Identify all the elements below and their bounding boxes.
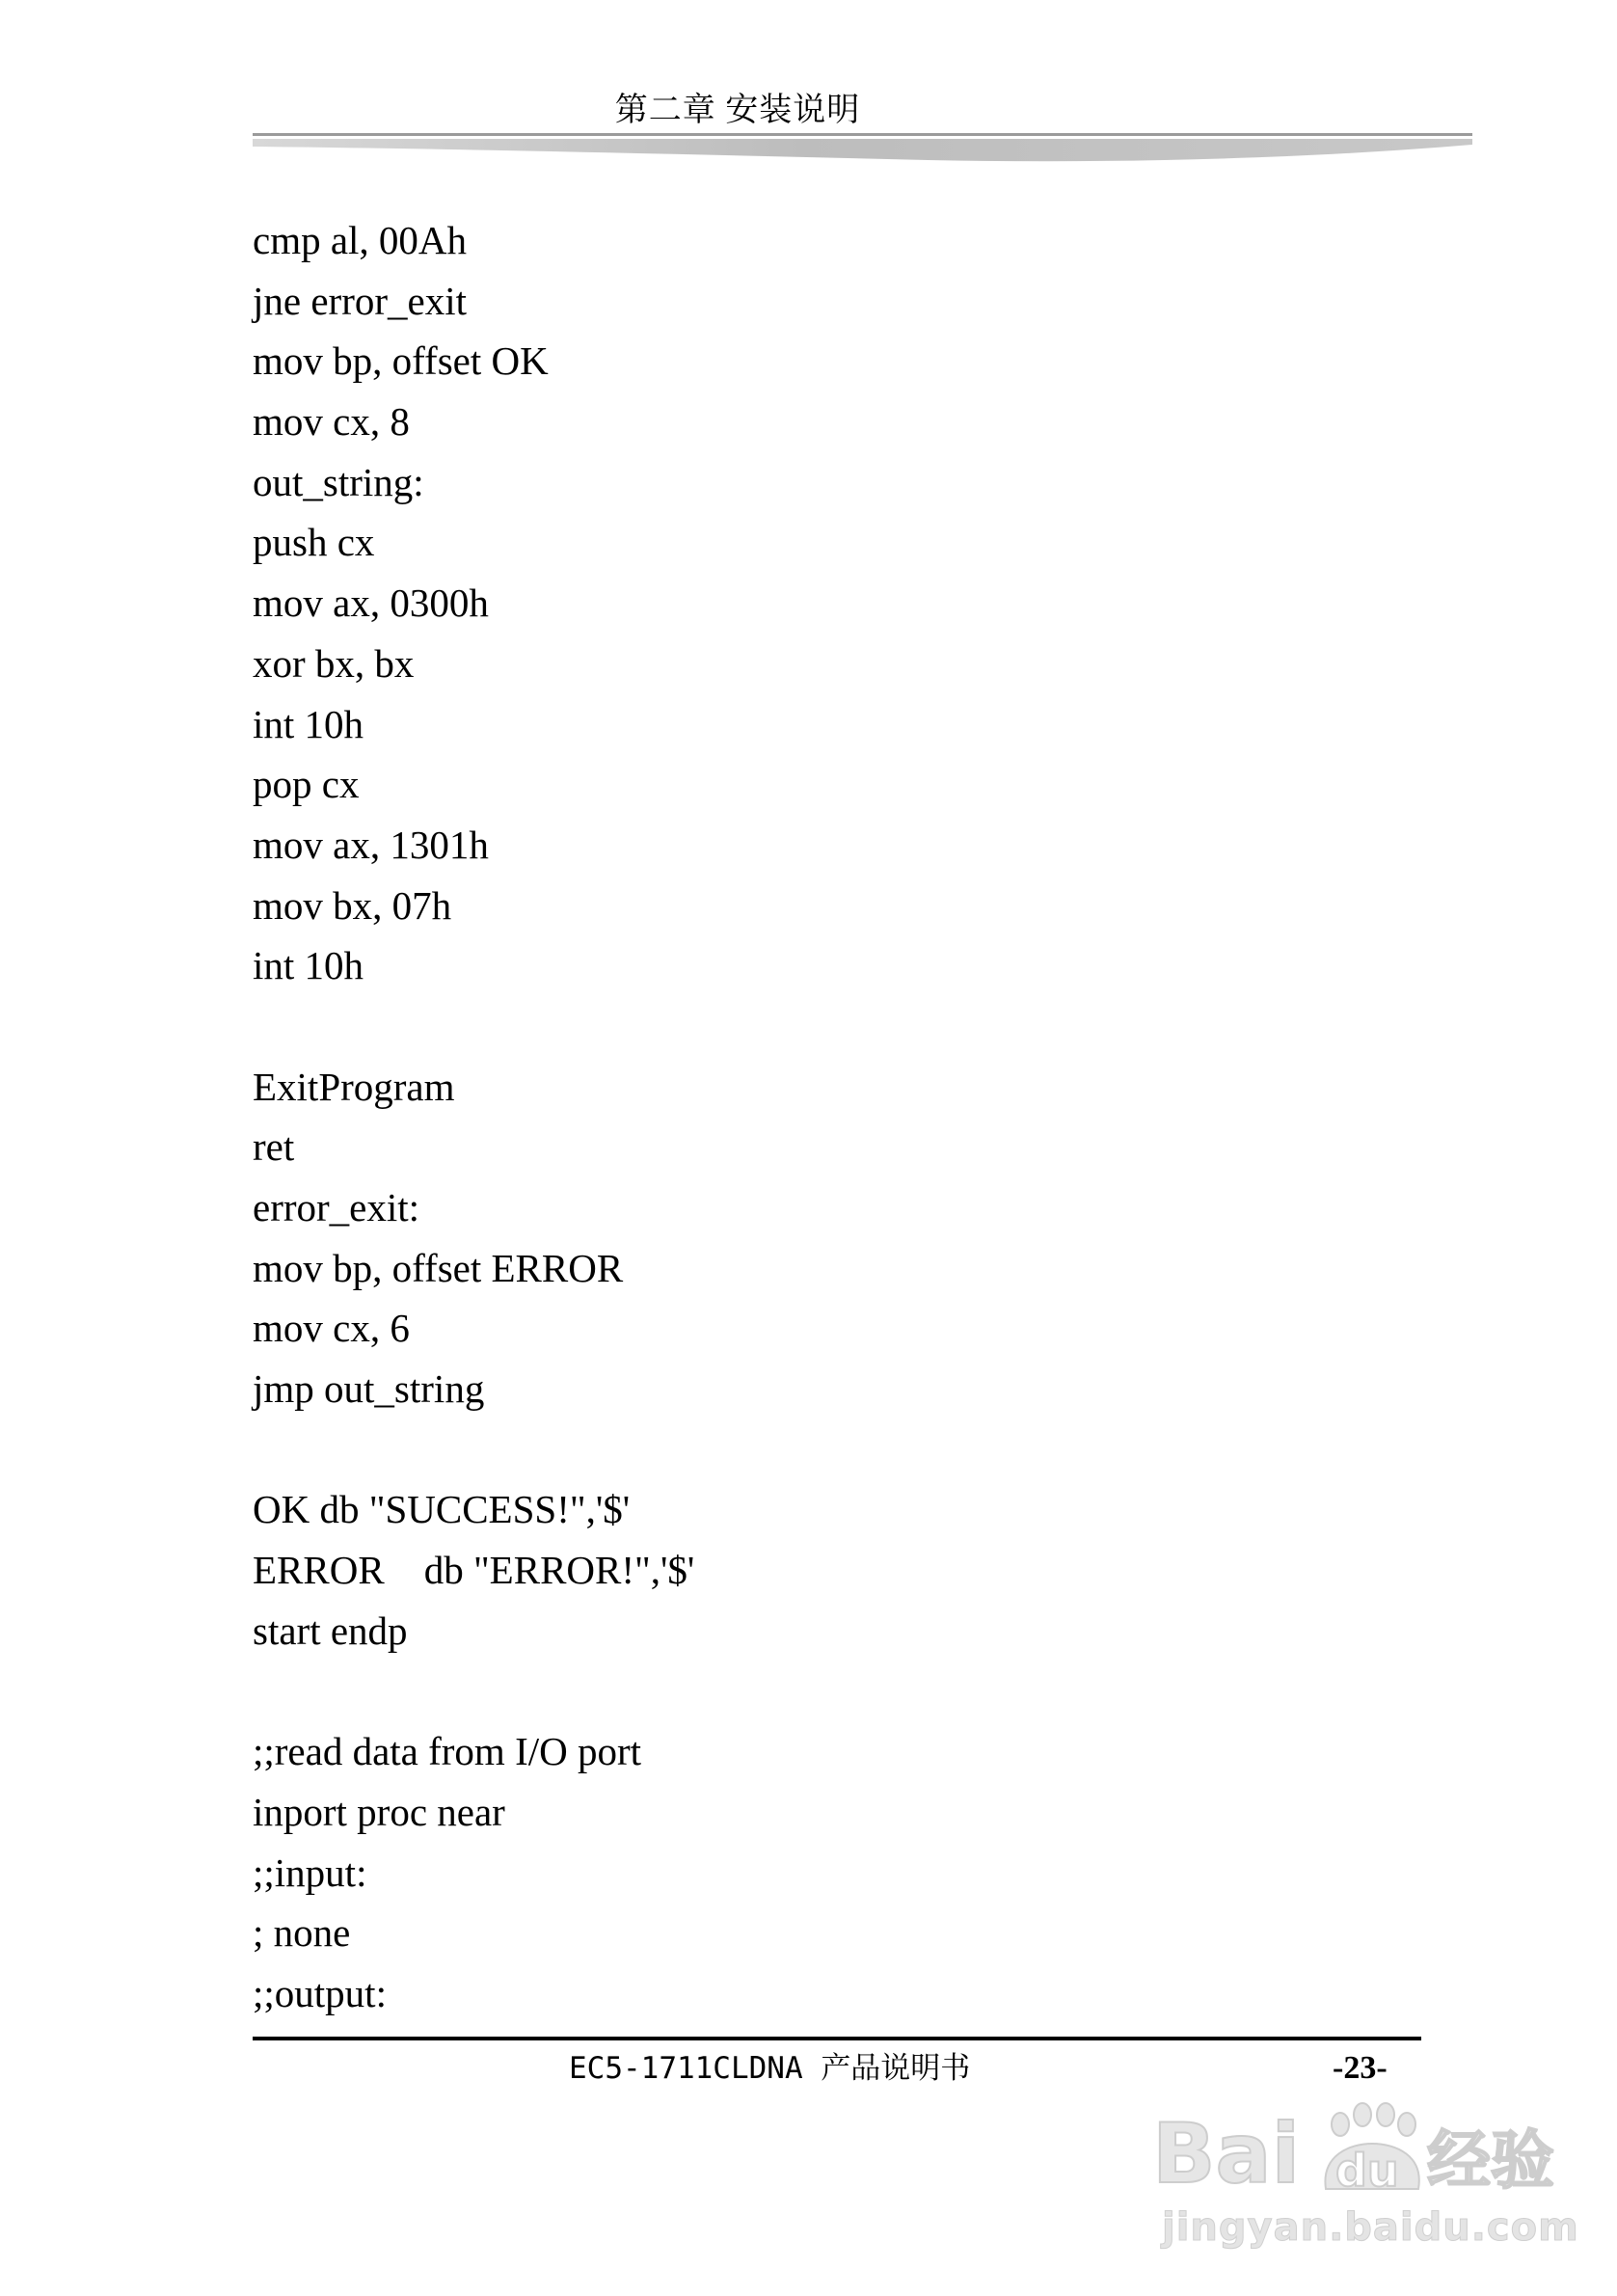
svg-text:Bai: Bai: [1152, 2106, 1301, 2202]
code-line: mov bp, offset ERROR: [253, 1245, 624, 1290]
footer-rule: [253, 2037, 1421, 2040]
code-listing: [253, 210, 1410, 2024]
code-line: ;;output:: [253, 1970, 387, 2015]
baidu-watermark: [1152, 2097, 1579, 2261]
code-line: push cx: [253, 520, 375, 565]
code-line: pop cx: [253, 762, 360, 807]
code-line: error_exit:: [253, 1185, 420, 1229]
code-line: jne error_exit: [253, 278, 467, 323]
code-line: out_string:: [253, 459, 424, 504]
chapter-title: 第二章 安装说明: [614, 93, 861, 128]
code-line: [253, 996, 1410, 1057]
code-line: start endp: [253, 1607, 408, 1653]
svg-text:du: du: [1335, 2145, 1399, 2197]
code-line: ret: [253, 1124, 295, 1170]
code-line: inport proc near: [253, 1789, 505, 1834]
header-rule: [253, 133, 1472, 168]
code-line: ; none: [253, 1910, 351, 1956]
code-line: [253, 1419, 1410, 1480]
watermark-url: jingyan.baidu.com: [1162, 2205, 1579, 2250]
code-line: int 10h: [253, 701, 364, 746]
code-line: mov cx, 6: [253, 1306, 410, 1351]
svg-text:经验: 经验: [1427, 2123, 1554, 2198]
code-line: cmp al, 00Ah: [253, 218, 468, 262]
code-line: mov bx, 07h: [253, 882, 452, 928]
code-line: mov cx, 8: [253, 399, 410, 445]
code-line: jmp out_string: [253, 1366, 485, 1412]
code-line: mov ax, 1301h: [253, 822, 489, 867]
code-line: mov ax, 0300h: [253, 581, 489, 626]
code-line: ;;input:: [253, 1850, 367, 1895]
page-number: -23-: [1333, 2050, 1388, 2086]
code-line: OK db "SUCCESS!",'$': [253, 1487, 631, 1532]
code-line: ExitProgram: [253, 1064, 455, 1109]
code-line: xor bx, bx: [253, 640, 415, 686]
baidu-jingyan-logo: [1152, 2097, 1557, 2203]
code-line: ERROR db "ERROR!",'$': [253, 1548, 695, 1593]
code-line: int 10h: [253, 943, 364, 988]
code-line: mov bp, offset OK: [253, 338, 549, 384]
code-line: [253, 1661, 1410, 1722]
footer-title: EC5-1711CLDNA 产品说明书: [569, 2051, 971, 2086]
code-line: ;;read data from I/O port: [253, 1729, 642, 1774]
